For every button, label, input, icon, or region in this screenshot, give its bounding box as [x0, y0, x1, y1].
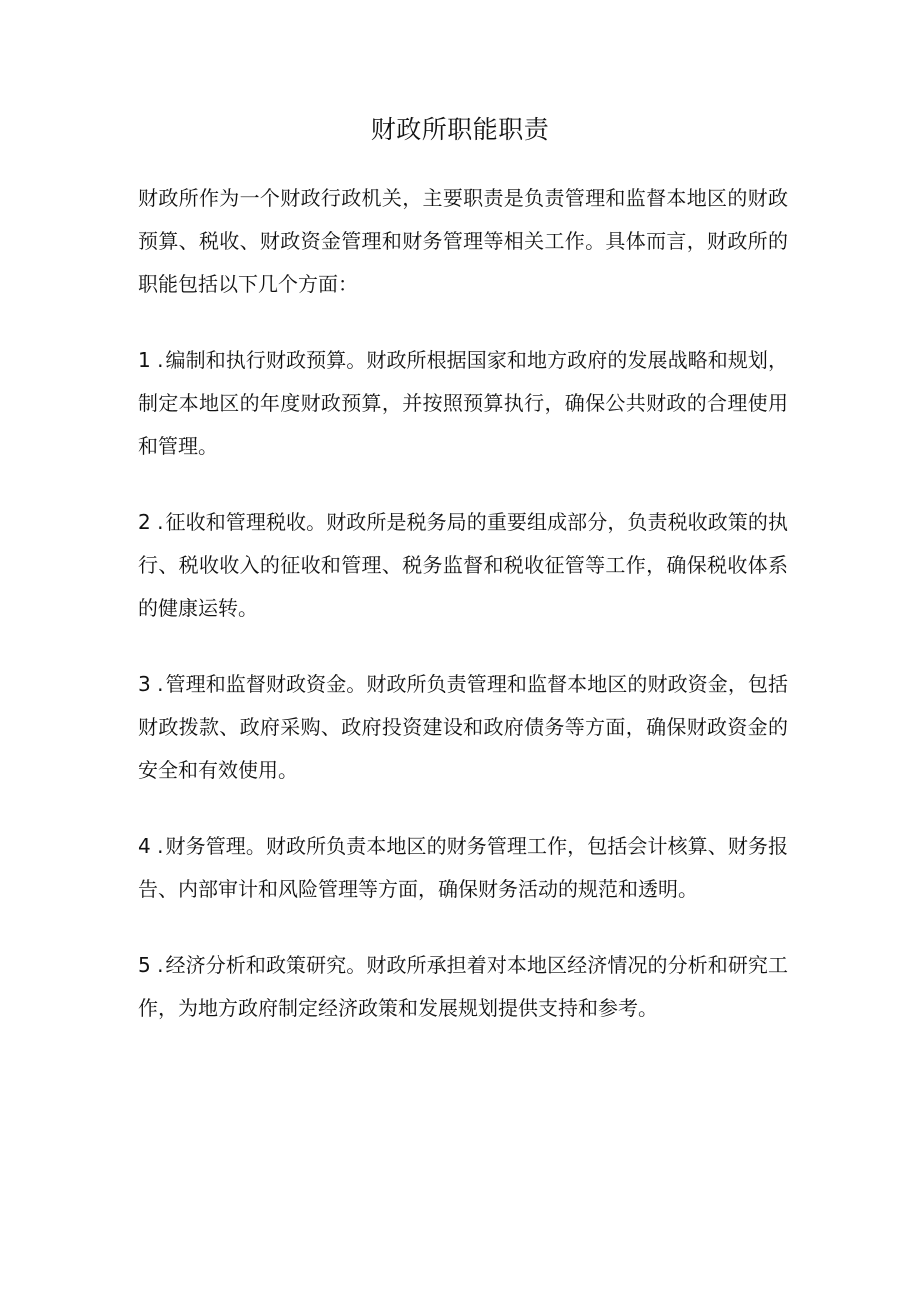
intro-paragraph: 财政所作为一个财政行政机关，主要职责是负责管理和监督本地区的财政预算、税收、财政资金管理和财务管理等相关工作。具体而言，财政所的职能包括以下几个方面：: [138, 186, 788, 296]
list-item-5: [138, 944, 788, 1030]
list-item-number: 3 .: [138, 672, 164, 696]
document-body: [138, 177, 788, 1063]
list-item-number: 2 .: [138, 510, 164, 534]
list-item-text: 管理和监督财政资金。财政所负责管理和监督本地区的财政资金，包括财政拨款、政府采购、政府投资建设和政府债务等方面，确保财政资金的安全和有效使用。: [138, 672, 788, 782]
document-title: 财政所职能职责: [370, 115, 550, 144]
list-item-number: 1 .: [138, 348, 164, 372]
list-item-text: 经济分析和政策研究。财政所承担着对本地区经济情况的分析和研究工作，为地方政府制定经济政策和发展规划提供支持和参考。: [138, 953, 788, 1020]
list-item-3: [138, 663, 788, 792]
list-item-text: 财务管理。财政所负责本地区的财务管理工作，包括会计核算、财务报告、内部审计和风险管理等方面，确保财务活动的规范和透明。: [138, 834, 788, 901]
list-item-number: 5 .: [138, 953, 164, 977]
list-item-number: 4 .: [138, 834, 164, 858]
list-item-1: [138, 339, 788, 468]
list-item-text: 征收和管理税收。财政所是税务局的重要组成部分，负责税收政策的执行、税收收入的征收和管理、税务监督和税收征管等工作，确保税收体系的健康运转。: [138, 510, 788, 620]
list-item-text: 编制和执行财政预算。财政所根据国家和地方政府的发展战略和规划，制定本地区的年度财政预算，并按照预算执行，确保公共财政的合理使用和管理。: [138, 348, 788, 458]
list-item-4: [138, 825, 788, 911]
list-item-2: [138, 501, 788, 630]
